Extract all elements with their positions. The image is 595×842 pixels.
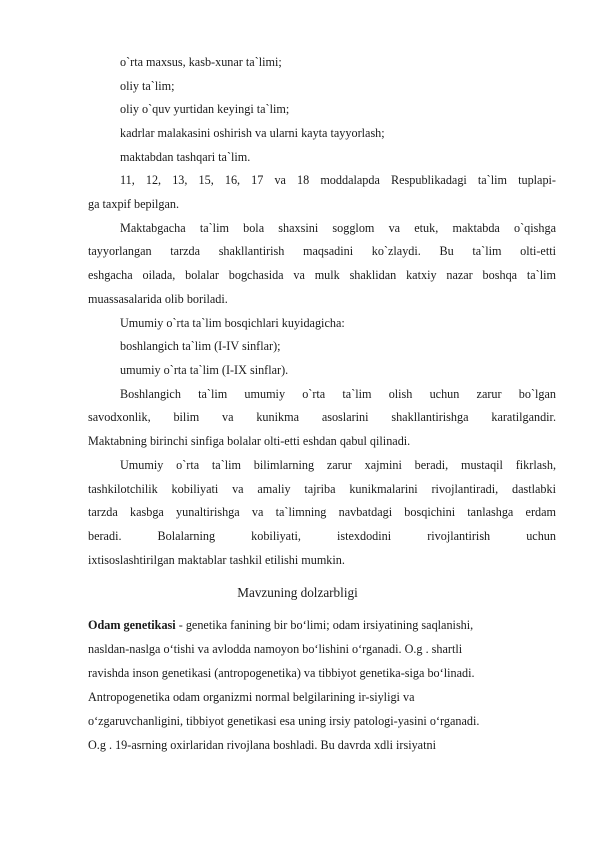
definition-line-5: o‘zgaruvchanligini, tibbiyot genetikasi esa uning irsiy patologi-yasini o‘rganadi.	[88, 714, 480, 728]
list-item-5: maktabdan tashqari ta`lim.	[120, 150, 251, 164]
paragraph-3-line-2: savodxonlik, bilim va kunikma asoslarini shakllantirishga karatilgandir.	[88, 410, 556, 424]
paragraph-4-line-4: beradi. Bolalarning kobiliyati, istexdodini rivojlantirish uchun	[88, 529, 556, 543]
paragraph-2-line-3: eshgacha oilada, bolalar bogchasida va mulk shaklidan katxiy nazar boshqa ta`lim	[88, 268, 556, 282]
definition-line-1	[88, 618, 473, 633]
paragraph-2-line-2: tayyorlangan tarzda shakllantirish maqsadini ko`zlaydi. Bu ta`lim olti-etti	[88, 244, 556, 258]
paragraph-4-line-3: tarzda kasbga yunaltirishga va ta`limning navbatdagi bosqichini tanlashga erdam	[88, 505, 556, 519]
paragraph-4-line-1: Umumiy o`rta ta`lim bilimlarning zarur xajmini beradi, mustaqil fikrlash,	[120, 458, 556, 472]
paragraph-3-line-1: Boshlangich ta`lim umumiy o`rta ta`lim olish uchun zarur bo`lgan	[120, 387, 556, 401]
definition-line-3: ravishda inson genetikasi (antropogenetika) va tibbiyot genetika-siga bo‘linadi.	[88, 666, 475, 680]
definition-line-4: Antropogenetika odam organizmi normal belgilarining ir-siyligi va	[88, 690, 415, 704]
paragraph-4-line-5: ixtisoslashtirilgan maktablar tashkil etilishi mumkin.	[88, 553, 345, 567]
definition-line-6: O.g . 19-asrning oxirlaridan rivojlana boshladi. Bu davrda xdli irsiyatni	[88, 738, 436, 752]
paragraph-2-line-4: muassasalarida olib boriladi.	[88, 292, 228, 306]
stages-intro: Umumiy o`rta ta`lim bosqichlari kuyidagicha:	[120, 316, 345, 330]
list-item-3: oliy o`quv yurtidan keyingi ta`lim;	[120, 102, 290, 116]
paragraph-1-line-2: ga taxpif bepilgan.	[88, 197, 180, 211]
definition-line-2: nasldan-naslga o‘tishi va avlodda namoyon bo‘lishini o‘rganadi. O.g . shartli	[88, 642, 463, 656]
paragraph-2-line-1: Maktabgacha ta`lim bola shaxsini sogglom va etuk, maktabda o`qishga	[120, 221, 556, 235]
list-item-2: oliy ta`lim;	[120, 79, 175, 93]
paragraph-4-line-2: tashkilotchilik kobiliyati va amaliy tajriba kunikmalarini rivojlantiradi, dastlabki	[88, 482, 556, 496]
definition-text: - genetika fanining bir bo‘limi; odam irsiyatining saqlanishi,	[175, 618, 474, 632]
list-item-1: o`rta maxsus, kasb-xunar ta`limi;	[120, 55, 282, 69]
list-item-4: kadrlar malakasini oshirish va ularni kayta tayyorlash;	[120, 126, 385, 140]
stage-item-1: boshlangich ta`lim (I-IV sinflar);	[120, 339, 281, 353]
section-heading: Mavzuning dolzarbligi	[237, 585, 358, 600]
stage-item-2: umumiy o`rta ta`lim (I-IX sinflar).	[120, 363, 289, 377]
paragraph-3-line-3: Maktabning birinchi sinfiga bolalar olti-etti eshdan qabul qilinadi.	[88, 434, 411, 448]
definition-term: Odam genetikasi	[88, 618, 176, 632]
paragraph-1-line-1: 11, 12, 13, 15, 16, 17 va 18 moddalapda Respublikadagi ta`lim tuplapi-	[120, 173, 556, 187]
